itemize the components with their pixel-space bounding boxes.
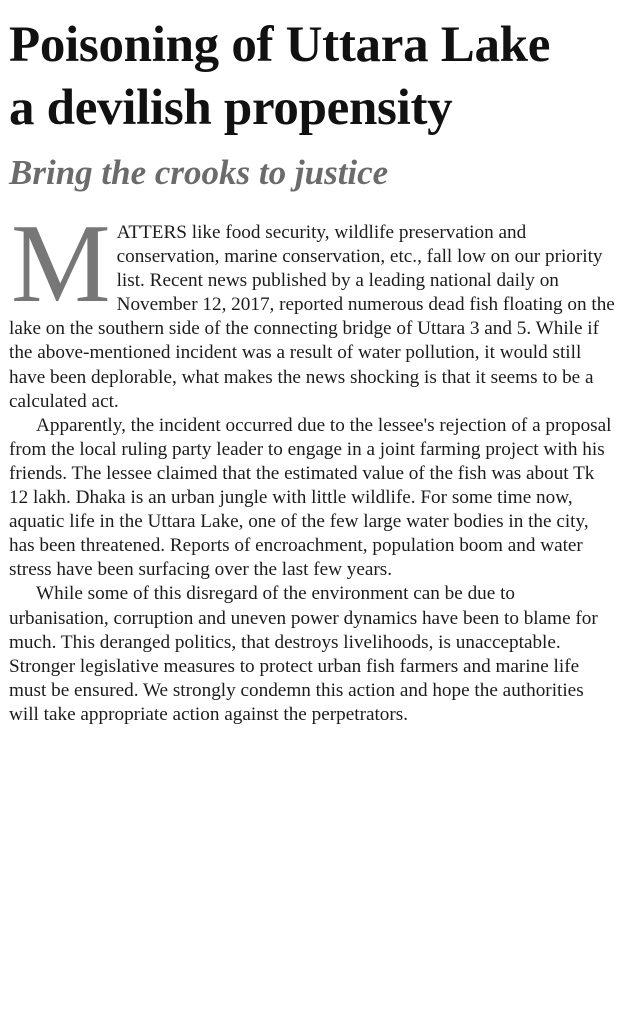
headline [9, 14, 619, 140]
subheadline: Bring the crooks to justice [9, 153, 389, 192]
headline-line-2: a devilish propensity [9, 80, 453, 136]
drop-cap: M [11, 202, 111, 326]
headline-line-1: Poisoning of Uttara Lake [9, 17, 551, 73]
paragraph-1 [9, 202, 615, 414]
article-body [9, 202, 615, 727]
paragraph-3: While some of this disregard of the environment can be due to urbanisation, corruption and uneven power dynamics have been to blame for much. This deranged politics, that destroys livelihoods, is unacceptable. Stronger legislative measures to protect urban fish farmers and marine life must be ensured. We strongly condemn this action and hope the authorities will take appropriate action against the perpetrators. [9, 583, 598, 725]
paragraph-2: Apparently, the incident occurred due to the lessee's rejection of a proposal from the local ruling party leader to engage in a joint farming project with his friends. The lessee claimed that the estimated value of the fish was about Tk 12 lakh. Dhaka is an urban jungle with little wildlife. For some time now, aquatic life in the Uttara Lake, one of the few large water bodies in the city, has been threatened. Reports of encroachment, population boom and water stress have been surfacing over the last few years. [9, 414, 612, 581]
paragraph-1-text: ATTERS like food security, wildlife preservation and conservation, marine conservation, etc., fall low on our priority list. Recent news published by a leading national daily on November 12, 2017, reported numerous dead fish floating on the lake on the southern side of the connecting bridge of Uttara 3 and 5. While if the above-mentioned incident was a result of water pollution, it would still have been deplorable, what makes the news shocking is that it seems to be a calculated act. [9, 222, 615, 412]
